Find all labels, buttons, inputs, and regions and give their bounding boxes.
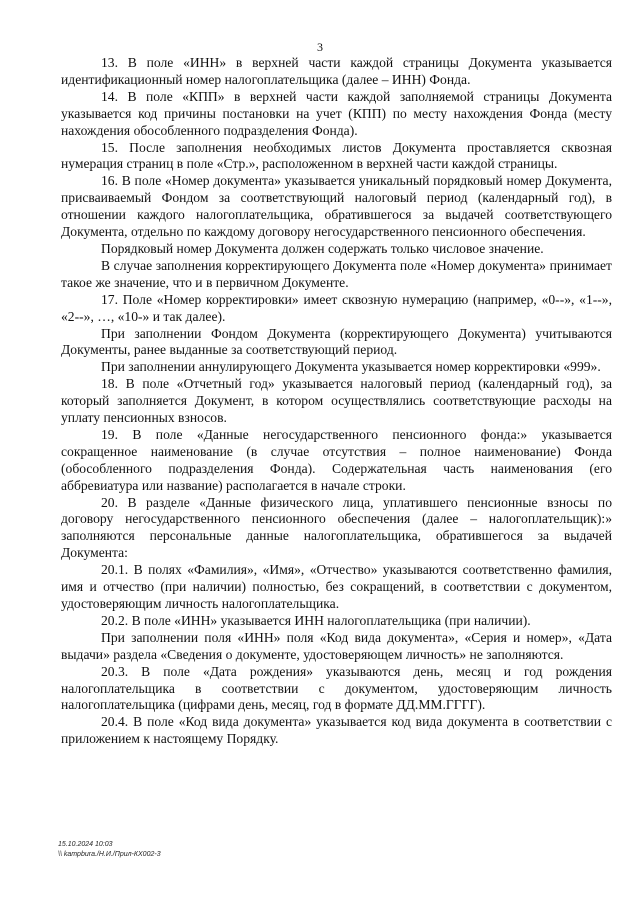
paragraph-20: 20. В разделе «Данные физического лица, уплатившего пенсионные взносы по договору негосударственного пенсионного обеспечения (далее – налогоплательщик):» заполняются персональные данные налогоплательщика, обратившегося за выдачей Документа: [61,494,612,561]
paragraph-20-2: 20.2. В поле «ИНН» указывается ИНН налогоплательщика (при наличии). [101,612,531,628]
paragraph-14: 14. В поле «КПП» в верхней части каждой заполняемой страницы Документа указывается код причины постановки на учет (КПП) по месту нахождения Фонда (месту нахождения обособленного подразделения Фонда). [61,88,612,138]
paragraph-16-correction: В случае заполнения корректирующего Документа поле «Номер документа» принимает такое же значение, что и в первичном Документе. [61,257,612,290]
paragraph-18: 18. В поле «Отчетный год» указывается налоговый период (календарный год), за который заполняется Документ, в котором осуществлялись соответствующие расходы на уплату пенсионных взносов. [61,376,612,426]
paragraph-17-previous-documents: При заполнении Фондом Документа (корректирующего Документа) учитываются Документы, ранее выданные за соответствующий период. [61,325,612,358]
document-body [61,55,612,748]
paragraph-20-3: 20.3. В поле «Дата рождения» указываются день, месяц и год рождения налогоплательщика в соответствии с документом, удостоверяющим личность налогоплательщика (цифрами день, месяц, год в формате ДД.ММ.ГГГГ). [61,663,612,713]
paragraph-19: 19. В поле «Данные негосударственного пенсионного фонда:» указывается сокращенное наименование (в случае отсутствия – полное наименование) Фонда (обособленного подразделения Фонда). Содержательная часть наименования (его аббревиатура или название) располагается в начале строки. [61,426,612,493]
paragraph-15: 15. После заполнения необходимых листов Документа проставляется сквозная нумерация страниц в поле «Стр.», расположенном в верхней части каждой страницы. [61,139,612,172]
paragraph-17-annulment: При заполнении аннулирующего Документа указывается номер корректировки «999». [101,359,601,375]
paragraph-20-4: 20.4. В поле «Код вида документа» указывается код вида документа в соответствии с приложением к настоящему Порядку. [61,714,612,747]
paragraph-16: 16. В поле «Номер документа» указывается уникальный порядковый номер Документа, присваиваемый Фондом за соответствующий налоговый период (календарный год), в отношении каждого налогоплательщика, обратившегося за выдачей соответствующего Документа, отдельно по каждому договору негосударственного пенсионного обеспечения. [61,173,612,240]
footer-timestamp: 15.10.2024 10:03 [58,841,113,848]
paragraph-20-2-note: При заполнении поля «ИНН» поля «Код вида документа», «Серия и номер», «Дата выдачи» раздела «Сведения о документе, удостоверяющем личность» не заполняются. [61,629,612,662]
page-number: 3 [317,40,323,54]
footer [58,840,161,860]
paragraph-17: 17. Поле «Номер корректировки» имеет сквозную нумерацию (например, «0--», «1--», «2--», …, «10-» и так далее). [61,291,612,324]
paragraph-16-number-format: Порядковый номер Документа должен содержать только числовое значение. [101,240,544,256]
paragraph-13: 13. В поле «ИНН» в верхней части каждой страницы Документа указывается идентификационный номер налогоплательщика (далее – ИНН) Фонда. [61,55,612,87]
paragraph-20-1: 20.1. В полях «Фамилия», «Имя», «Отчество» указываются соответственно фамилия, имя и отчество (при наличии) полностью, без сокращений, в соответствии с документом, удостоверяющим личность налогоплательщика. [61,562,612,611]
footer-file-path: \\ kampbura./Н.И./Прил-КХ002-3 [58,851,161,858]
